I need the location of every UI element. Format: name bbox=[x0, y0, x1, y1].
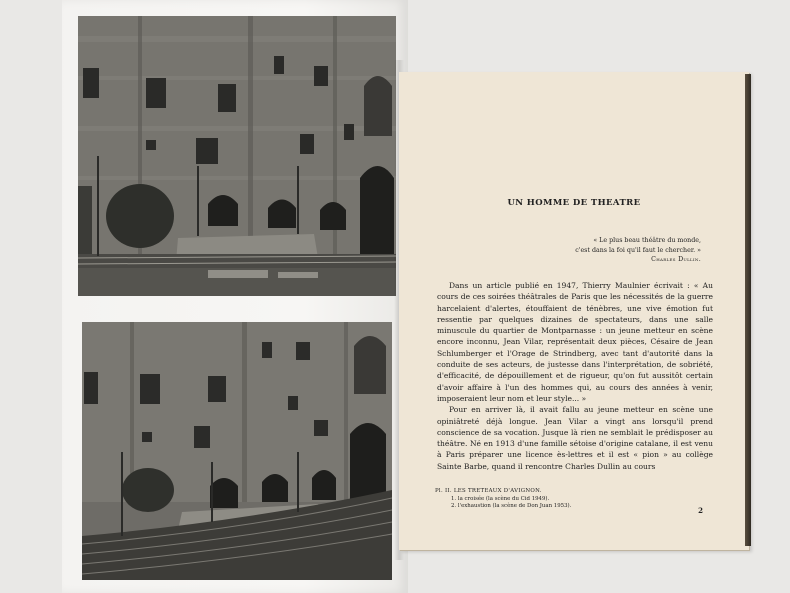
epigraph bbox=[481, 236, 701, 265]
faded-mark bbox=[579, 94, 679, 104]
epigraph-author: Charles Dullin. bbox=[651, 256, 701, 263]
page-number: 2 bbox=[698, 506, 703, 515]
page-edge bbox=[745, 74, 751, 546]
body-text bbox=[437, 280, 713, 472]
plate-caption-item: 1. la croisée (la scène du Cid 1949). bbox=[451, 495, 550, 502]
paragraph: Dans un article publié en 1947, Thierry Maulnier écrivait : « Au cours de ces soirées théâtrales de Paris que les nécessités de la guerre harcelaient d'alertes, étouffaient de ténèbres, une vive émotion fut ressentie par quelques dizaines de spectateurs, dans une salle minuscule du quartier de Montparnasse : un jeune metteur en scène encore inconnu, Jean Vilar, représentait deux pièces, Césaire de Jean Schlumberger et l'Orage de Strindberg, avec tant d'autorité dans la conduite de ses acteurs, de justesse dans l'interprétation, de sobriété, d'efficacité, de dépouillement et de rigueur, qu'on fut aussitôt certain d'avoir affaire à l'un des hommes qui, au cours des années à venir, imposeraient leur nom et leur style... » bbox=[437, 281, 713, 403]
lower-photo bbox=[82, 322, 392, 580]
upper-photo bbox=[78, 16, 396, 296]
epigraph-line: c'est dans la foi qu'il faut le chercher. » bbox=[575, 246, 701, 254]
plate-caption bbox=[435, 488, 685, 511]
chapter-title: UN HOMME DE THEATRE bbox=[507, 198, 641, 208]
plate-caption-item: 2. l'exhaustion (la scène de Don Juan 1953). bbox=[451, 503, 572, 509]
epigraph-line: « Le plus beau théâtre du monde, bbox=[593, 237, 701, 244]
paragraph: Pour en arriver là, il avait fallu au jeune metteur en scène une opiniâtreté déjà longue. Jean Vilar a vingt ans lorsqu'il prend conscience de sa vocation. Jusque là rien ne semblait le prédisposer au théâtre. Né en 1913 d'une famille sétoise d'origine catalane, il est venu à Paris préparer une licence ès-lettres et il est « pion » au collège Sainte Barbe, quand il rencontre Charles Dullin au cours bbox=[437, 405, 713, 471]
plate-caption-heading: Pl. II. LES TRETEAUX D'AVIGNON. bbox=[435, 488, 542, 494]
right-page bbox=[399, 72, 749, 550]
